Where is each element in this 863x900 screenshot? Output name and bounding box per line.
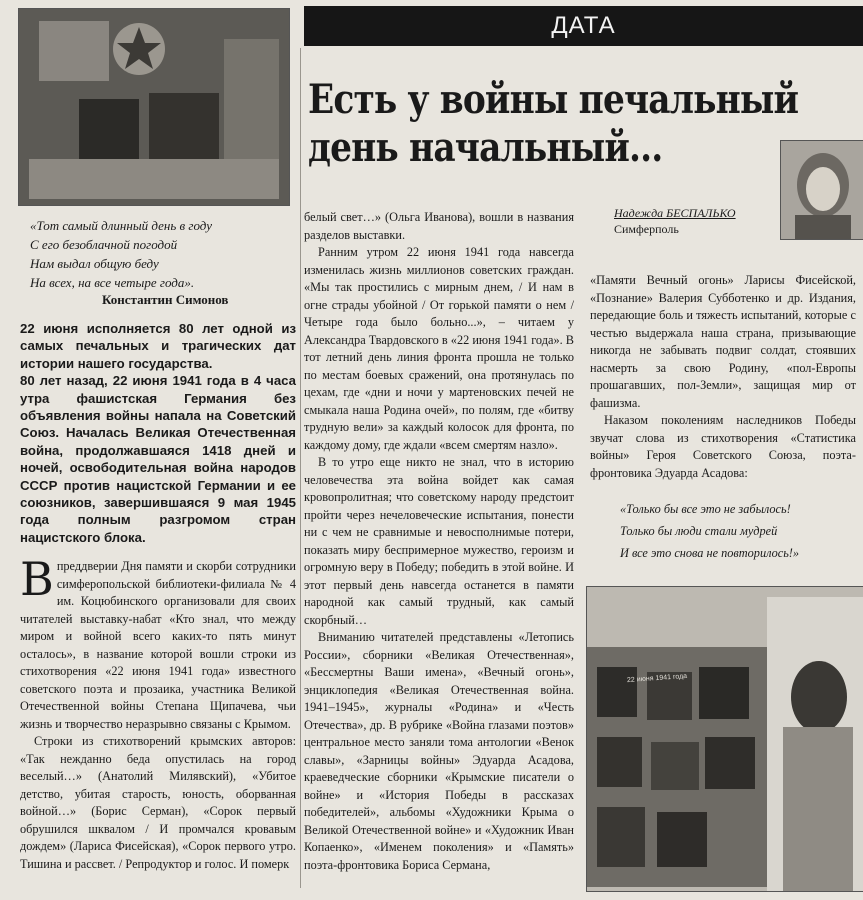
headline-line-1: Есть у войны печальный xyxy=(308,76,799,123)
body-paragraph: Строки из стихотворений крымских авторов: «Так нежданно беда опустилась на город веселый…» (Анатолий Милявский), «Убитое детство, убитая старость, юность, оборванная войной…» (Борис Серман), «Сорок первый обрушился шквалом / И промчался кровавым дождем» (Лариса Фисейская), «Сорок первого утро. Тишина и рассвет. / Репродуктор и голос. И померк xyxy=(20,734,296,871)
lead-paragraph: 80 лет назад, 22 июня 1941 года в 4 часа утра фашистская Германия без объявления войны напала на Советский Союз. Началась Великая Отечественная война, продолжавшаяся 1418 дней и ночей, освободительная война народов СССР против нацистской Германии и ее союзников, завершившаяся 9 мая 1945 года полным разгромом стран нацистского блока. xyxy=(20,373,296,545)
epigraph-line: Нам выдал общую беду xyxy=(30,256,159,271)
body-paragraph: белый свет…» (Ольга Иванова), вошли в названия разделов выставки. xyxy=(304,210,574,242)
library-photo-art xyxy=(587,587,863,891)
body-column-1 xyxy=(20,552,296,873)
quote-line: И все это снова не повторилось!» xyxy=(620,546,800,560)
closing-quote xyxy=(620,498,860,564)
body-paragraph: Наказом поколениям наследников Победы звучат слова из стихотворения «Статистика войны» Героя Советского Союза, поэта-фронтовика Эдуарда Асадова: xyxy=(590,413,856,480)
epigraph-author: Константин Симонов xyxy=(102,292,229,307)
drop-cap: В xyxy=(20,552,54,606)
author-city: Симферполь xyxy=(614,222,679,236)
body-paragraph xyxy=(20,552,296,733)
library-photo-bottom xyxy=(586,586,863,892)
author-photo xyxy=(780,140,863,240)
body-paragraph: Ранним утром 22 июня 1941 года навсегда изменилась жизнь миллионов советских граждан. «Мы так простились с мирным днем, / И нам в огне страды убойной / От горькой памяти о нем / Четыре года было больно...», – читаем у Александра Твардовского в «22 июня 1941 года». В тот летний день линия фронта прошла не только по местам боевых сражений, она протянулась по цехам, где «дни и ночи у мартеновских печей не смыкала наша Родина очей», по полям, где «битву трудную вели» за каждый колосок для фронта, по каждому дому, где ждали «всем смертям назло». xyxy=(304,245,574,452)
body-text: преддверии Дня памяти и скорби сотрудники симферопольской библиотеки-филиала № 4 им. Коцюбинского организовали для своих читателей выставку-набат «Кто знал, что между миром и войной всего каких-то пять минут осталось», в название которой вошли строки из стихотворения «22 июня 1941 года» известного советского поэта и прозаика, участника Великой Отечественной войны Степана Щипачева, чьи жизнь и творчество неразрывно связаны с Крымом. xyxy=(20,559,296,731)
exhibition-photo-art xyxy=(19,9,289,205)
quote-line: «Только бы все это не забылось! xyxy=(620,502,791,516)
body-column-3 xyxy=(590,272,856,482)
article-lead xyxy=(20,320,296,546)
body-column-2 xyxy=(304,209,574,874)
section-rubric: ДАТА xyxy=(304,6,863,46)
author-name: Надежда БЕСПАЛЬКО xyxy=(614,206,736,220)
quote-line: Только бы люди стали мудрей xyxy=(620,524,778,538)
epigraph-line: «Тот самый длинный день в году xyxy=(30,218,212,233)
epigraph xyxy=(30,216,290,292)
body-paragraph: Вниманию читателей представлены «Летопись России», сборники «Великая Отечественная», «Бессмертны Ваши имена», «Вечный огонь», энциклопедия «Великая Отечественная война. 1941–1945», журналы «Родина» и «Честь Отечества», др. В рубрике «Война глазами поэтов» центральное место заняли тома антологии «Венок славы», «Зарницы войны» Эдуарда Асадова, краеведческие сборники «Крымские писатели о войне» и «История Победы в рассказах победителей», альбомы «Художники Крыма о Великой Отечественной войне» и «Художник Иван Копаенко», «Именем поколения» и «Память» поэта-фронтовика Бориса Сермана, xyxy=(304,630,574,872)
exhibition-photo-top xyxy=(18,8,290,206)
article-headline xyxy=(308,76,799,172)
lead-paragraph: 22 июня исполняется 80 лет одной из самых печальных и трагических дат истории нашего государства. xyxy=(20,321,296,371)
column-divider xyxy=(300,48,301,888)
photo-book-caption: 22 июня 1941 года xyxy=(626,672,688,685)
epigraph-line: С его безоблачной погодой xyxy=(30,237,178,252)
body-paragraph: «Памяти Вечный огонь» Ларисы Фисейской, «Познание» Валерия Субботенко и др. Издания, передающие боль и тяжесть испытаний, которые с честью выдержала наша страна, призывающие никогда не забывать подвиг солдат, стоявших насмерть за свою Родину, «пол-Европы прошагавших, пол-Земли», защищая мир от фашизма. xyxy=(590,273,856,410)
epigraph-line: На всех, на все четыре года». xyxy=(30,275,195,290)
body-paragraph: В то утро еще никто не знал, что в историю человечества эта война войдет как самая кровопролитная; что советскому народу предстоит пройти через нечеловеческие испытания, понести ни с чем не сравнимые и невосполнимые потери, показать миру беспримерное мужество, героизм и огромную веру в Победу; победить в этой войне. И этот первый день навсегда останется в памяти народной как самый трудный, как самый скорбный… xyxy=(304,455,574,627)
headline-line-2: день начальный... xyxy=(308,124,663,171)
author-portrait xyxy=(781,141,863,239)
